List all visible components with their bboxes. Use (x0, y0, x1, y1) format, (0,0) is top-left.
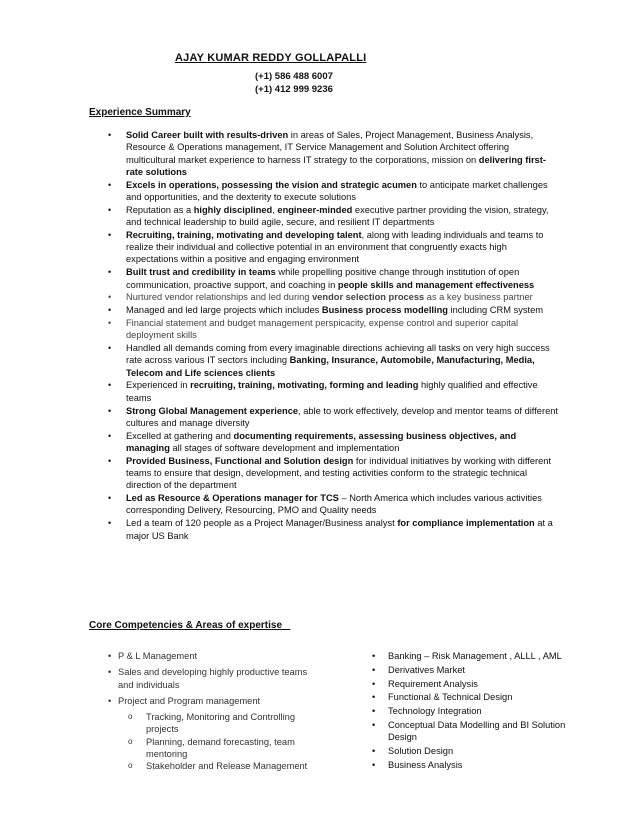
competency-item (108, 650, 308, 662)
body-text: at a major US Bank (126, 518, 553, 541)
body-text: in areas of Sales, Project Management, Business Analysis, Resource & Operations management, IT Service Management and Solution Architect offering multicultural market experience to harness IT strategy to the corporations, mission on (126, 130, 534, 165)
bold-text: documenting requirements, assessing business objectives, and managing (126, 430, 517, 453)
experience-item (89, 342, 559, 379)
bullet-icon: • (108, 343, 112, 354)
experience-item (89, 455, 559, 492)
experience-item (89, 430, 559, 455)
bullet-icon: • (372, 759, 376, 770)
bold-text: Built trust and credibility in teams (126, 267, 276, 278)
competency-item (372, 664, 572, 676)
experience-item (89, 379, 559, 404)
experience-item (89, 266, 559, 291)
sub-bullet-icon: o (128, 761, 133, 771)
experience-item (89, 517, 559, 542)
bold-text: Banking, Insurance, Automobile, Manufacturing, Media, Telecom and Life sciences clients (126, 355, 535, 378)
bullet-icon: • (108, 518, 112, 529)
candidate-name: AJAY KUMAR REDDY GOLLAPALLI (175, 52, 367, 64)
bullet-icon: • (108, 179, 112, 190)
bold-text: delivering first-rate solutions (126, 154, 546, 177)
bold-text: for compliance implementation (397, 518, 535, 529)
body-text: Managed and led large projects which includes (126, 305, 322, 316)
phone-secondary: (+1) 412 999 9236 (255, 84, 333, 95)
body-text: Reputation as a (126, 204, 194, 215)
bullet-icon: • (372, 651, 376, 661)
bold-text: highly disciplined (193, 204, 273, 215)
competency-label: Banking – Risk Management , ALLL , AML (388, 651, 562, 661)
competency-item (108, 666, 308, 691)
competencies-right-column (372, 650, 572, 773)
competency-subitem (108, 736, 308, 761)
body-text: Experienced in (126, 380, 191, 391)
experience-item (89, 492, 559, 517)
experience-item (89, 129, 559, 178)
bullet-icon: • (108, 130, 112, 140)
bullet-icon: • (108, 455, 112, 466)
sub-bullet-icon: o (128, 736, 133, 746)
bullet-icon: • (108, 493, 112, 504)
competency-label: Business Analysis (388, 759, 463, 770)
body-text: Nurtured vendor relationships and led during (126, 292, 313, 303)
bullet-icon: • (108, 305, 112, 316)
competency-item (372, 691, 572, 703)
bullet-icon: • (372, 746, 376, 757)
competency-sublabel: Planning, demand forecasting, team mentoring (146, 736, 295, 760)
experience-item (89, 229, 559, 266)
competency-label: Technology Integration (388, 706, 482, 717)
experience-list (89, 129, 559, 542)
competency-item (372, 759, 572, 771)
experience-item (89, 304, 559, 316)
bold-text: Led as Resource & Operations manager for TCS (126, 493, 339, 504)
competency-subitem (108, 711, 308, 736)
bullet-icon: • (108, 267, 112, 278)
body-text: executive partner providing the vision, strategy, and technical leadership to build agile, secure, and resilient IT departments (126, 204, 549, 228)
body-text: for individual initiatives by working with different teams to ensure that design, development, and testing activities conform to the strategic technical direction of the department (126, 455, 552, 491)
bullet-icon: • (108, 317, 112, 328)
body-text: as a key business partner (424, 292, 533, 303)
experience-item (89, 291, 559, 303)
competency-item (372, 678, 572, 690)
bold-text: Strong Global Management experience (126, 405, 299, 416)
bold-text: engineer-minded (277, 204, 353, 215)
body-text: , along with leading individuals and teams to realize their individual and collective potential in an environment that congruently exacts high expectations within a positive and engaging environment (126, 229, 544, 265)
bullet-icon: • (108, 380, 112, 391)
experience-item (89, 204, 559, 229)
competency-sublabel: Stakeholder and Release Management (146, 761, 308, 772)
body-text: – North America which includes various activities corresponding Delivery, Resourcing, PMO and Quality needs (126, 493, 542, 516)
body-text: all stages of software development and implementation (169, 442, 400, 453)
bullet-icon: • (108, 667, 112, 678)
competency-label: P & L Management (118, 651, 198, 661)
bullet-icon: • (372, 692, 376, 703)
sub-bullet-icon: o (128, 712, 133, 722)
competency-label: Solution Design (388, 746, 454, 757)
experience-item (89, 317, 559, 342)
competency-label: Sales and developing highly productive teams and individuals (118, 667, 308, 690)
bullet-icon: • (108, 405, 112, 416)
body-text: while propelling positive change through institution of open communication, proactive support, and coaching in (126, 267, 520, 290)
core-competencies-heading: Core Competencies & Areas of expertise (89, 620, 283, 631)
bullet-icon: • (108, 292, 112, 303)
competency-item (372, 745, 572, 757)
body-text: to anticipate market challenges and opportunities, and the dexterity to execute solutions (126, 179, 548, 202)
experience-summary-heading: Experience Summary (89, 107, 191, 118)
competency-label: Requirement Analysis (388, 678, 478, 689)
competency-item (372, 705, 572, 717)
bullet-icon: • (108, 651, 112, 661)
body-text: including CRM system (447, 305, 543, 316)
competency-subitem (108, 760, 308, 772)
bold-text: Business process modelling (321, 305, 448, 316)
bullet-icon: • (372, 678, 376, 689)
bullet-icon: • (108, 204, 112, 215)
body-text: , (272, 204, 278, 215)
bullet-icon: • (372, 706, 376, 717)
body-text: Excelled at gathering and (126, 430, 234, 441)
bold-text: Recruiting, training, motivating and developing talent (126, 229, 362, 240)
bold-text: vendor selection process (312, 292, 425, 303)
competency-item (108, 695, 308, 707)
bullet-icon: • (108, 430, 112, 441)
competency-label: Project and Program management (118, 695, 261, 706)
bold-text: Solid Career built with results-driven (126, 130, 289, 140)
body-text: highly qualified and effective teams (126, 380, 538, 403)
bold-text: people skills and management effectiveness (337, 279, 535, 290)
competency-sublabel: Tracking, Monitoring and Controlling projects (146, 712, 295, 735)
body-text: Led a team of 120 people as a Project Manager/Business analyst (126, 518, 398, 529)
bullet-icon: • (372, 719, 376, 730)
phone-primary: (+1) 586 488 6007 (255, 71, 333, 82)
experience-item (89, 405, 559, 430)
competency-label: Functional & Technical Design (388, 692, 513, 703)
body-text: , able to work effectively, develop and mentor teams of different cultures and manage diversity (126, 405, 558, 428)
competencies-left-column (108, 650, 308, 773)
bullet-icon: • (372, 664, 376, 675)
body-text: Financial statement and budget management perspicacity, expense control and superior capital deployment skills (126, 317, 519, 341)
bullet-icon: • (108, 229, 112, 240)
body-text: Handled all demands coming from every imaginable directions achieving all tasks on very high success rate across various IT sectors including (126, 343, 550, 366)
competency-label: Conceptual Data Modelling and BI Solution Design (388, 719, 566, 743)
competency-item (372, 650, 572, 662)
bold-text: recruiting, training, motivating, forming and leading (190, 380, 419, 391)
bold-text: Excels in operations, possessing the vision and strategic acumen (126, 179, 417, 190)
bullet-icon: • (108, 695, 112, 706)
bold-text: Provided Business, Functional and Solution design (126, 455, 354, 466)
experience-item (89, 179, 559, 204)
competency-item (372, 719, 572, 744)
competency-label: Derivatives Market (388, 664, 465, 675)
